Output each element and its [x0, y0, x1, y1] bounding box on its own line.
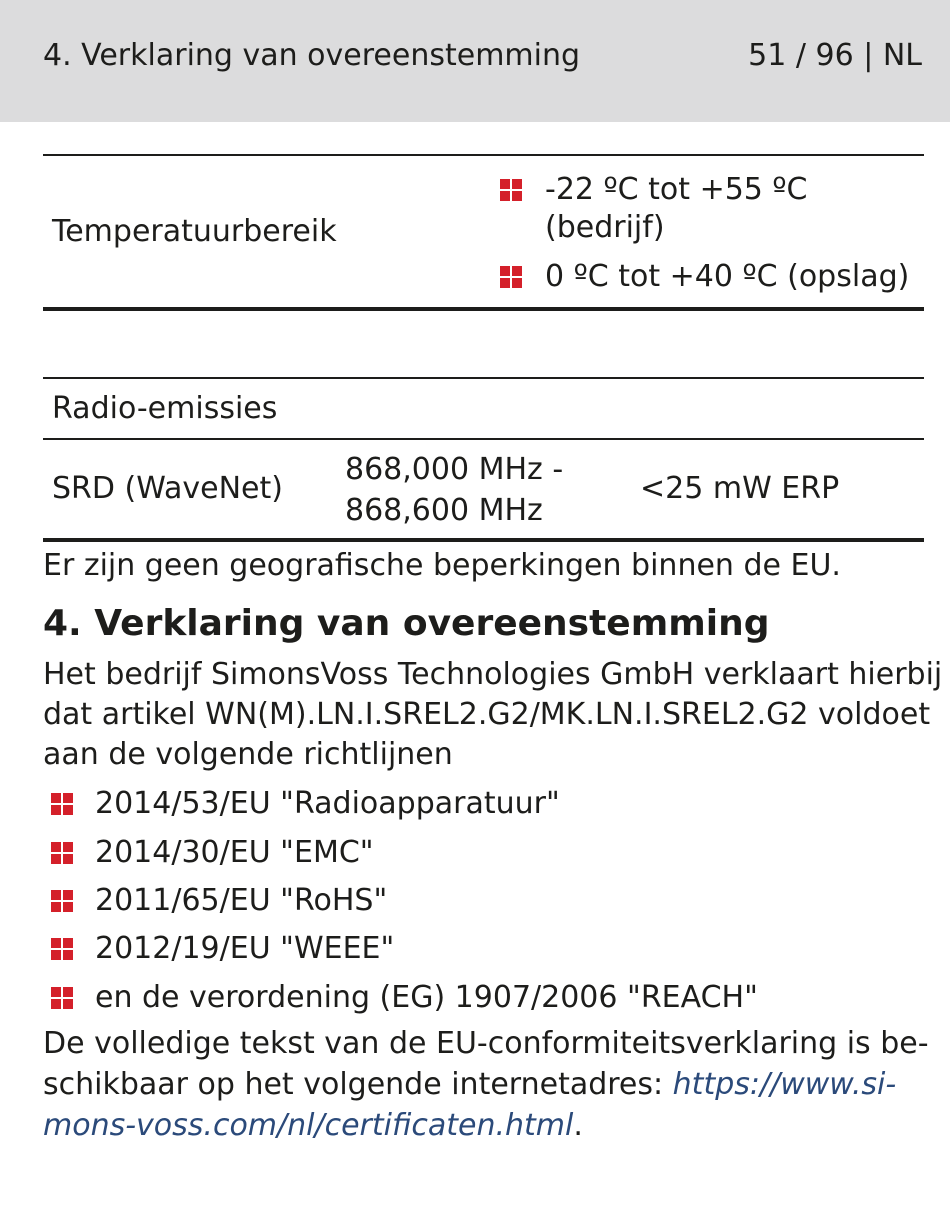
intro-paragraph-line3: aan de volgende richtlijnen	[43, 737, 453, 772]
radio-type-cell: SRD (WaveNet)	[52, 471, 283, 506]
power-cell: <25 mW ERP	[640, 471, 840, 506]
temperature-value-storage: 0 ºC tot +40 ºC (opslag)	[545, 259, 910, 294]
directive-item: 2011/65/EU "RoHS"	[95, 883, 388, 918]
bullet-icon	[500, 179, 522, 201]
radio-table-header: Radio-emissies	[52, 391, 278, 426]
header-title: 4. Verklaring van overeenstemming	[43, 38, 581, 73]
temperature-value-operating: -22 ºC tot +55 ºC	[545, 172, 808, 207]
page-number: 51 / 96 | NL	[748, 38, 922, 73]
frequency-cell-line1: 868,000 MHz -	[345, 452, 564, 487]
table-rule-mid	[43, 438, 924, 440]
outro-paragraph-line2	[43, 1065, 896, 1105]
bullet-icon	[51, 842, 73, 864]
intro-paragraph-line2: dat artikel WN(M).LN.I.SREL2.G2/MK.LN.I.SREL2.G2 voldoet	[43, 697, 931, 732]
outro-period: .	[573, 1108, 583, 1143]
temperature-label: Temperatuurbereik	[52, 214, 337, 249]
bullet-icon	[500, 266, 522, 288]
certificates-link[interactable]: https://www.si-	[672, 1067, 897, 1102]
bullet-icon	[51, 987, 73, 1009]
temperature-value-operating-note: (bedrijf)	[545, 210, 665, 245]
table-rule-top	[43, 377, 924, 379]
frequency-cell-line2: 868,600 MHz	[345, 493, 543, 528]
table-rule-bottom	[43, 307, 924, 311]
outro-paragraph-line3	[43, 1106, 583, 1146]
certificates-link-continued[interactable]: mons-voss.com/nl/certificaten.html	[43, 1108, 574, 1143]
directive-item: 2014/30/EU "EMC"	[95, 835, 374, 870]
outro-text: schikbaar op het volgende internetadres:	[43, 1067, 673, 1102]
intro-paragraph-line1: Het bedrijf SimonsVoss Technologies GmbH verklaart hierbij	[43, 657, 943, 692]
directive-item: 2012/19/EU "WEEE"	[95, 931, 395, 966]
directive-item: en de verordening (EG) 1907/2006 "REACH"	[95, 980, 758, 1015]
table-rule-bottom	[43, 538, 924, 542]
bullet-icon	[51, 793, 73, 815]
bullet-icon	[51, 938, 73, 960]
section-heading: 4. Verklaring van overeenstemming	[43, 603, 770, 644]
page-header	[0, 0, 950, 122]
bullet-icon	[51, 890, 73, 912]
geo-note: Er zijn geen geografische beperkingen binnen de EU.	[43, 548, 841, 583]
table-rule-top	[43, 154, 924, 156]
directive-item: 2014/53/EU "Radioapparatuur"	[95, 786, 560, 821]
outro-paragraph-line1: De volledige tekst van de EU-conformiteitsverklaring is be-	[43, 1026, 929, 1061]
